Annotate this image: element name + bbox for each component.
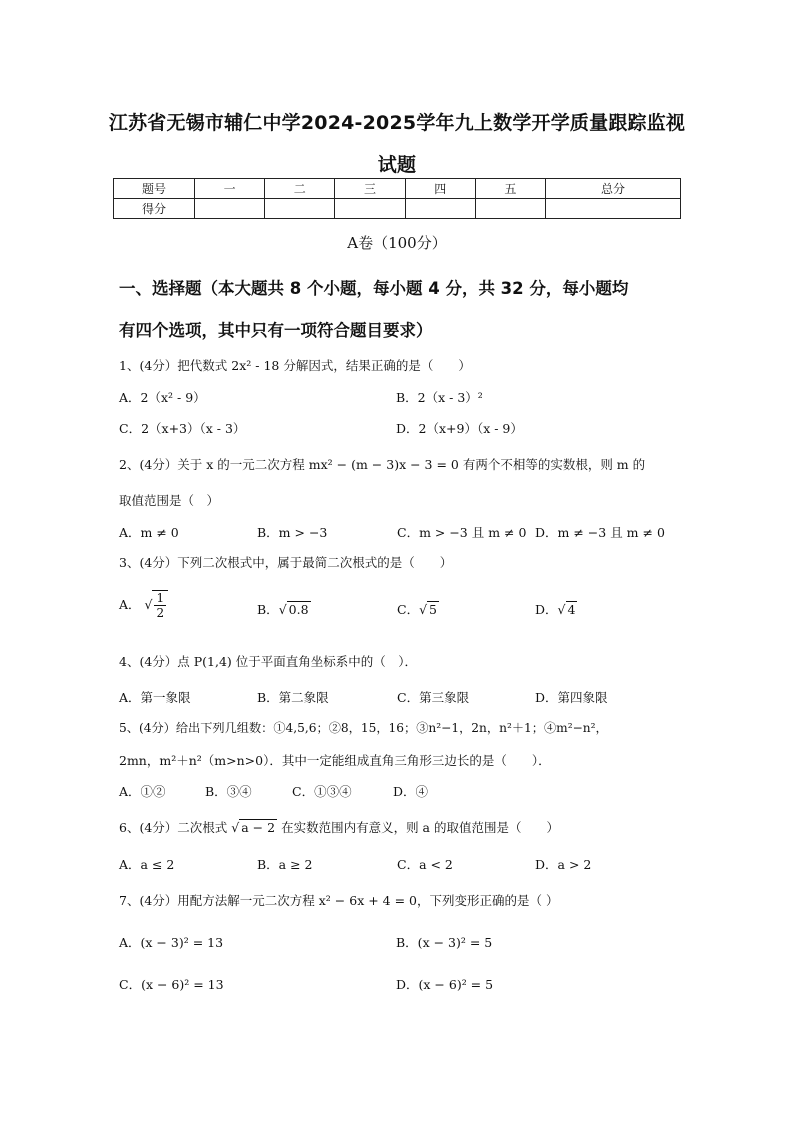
exam-title-line2: 试题	[377, 154, 417, 176]
score-table-header-row	[114, 179, 681, 199]
question-2-option-c[interactable]: C．m > −3 且 m ≠ 0	[397, 525, 527, 540]
volume-heading: A卷（100分）	[347, 234, 447, 252]
question-6-option-c[interactable]: C．a < 2	[397, 857, 453, 872]
question-7-option-b[interactable]: B．(x − 3)² = 5	[396, 935, 493, 950]
question-6-stem-pre: 6、(4分）二次根式	[119, 820, 228, 835]
question-5-option-b[interactable]: B．③④	[205, 784, 252, 799]
question-6-stem	[119, 818, 559, 836]
option-label: A．	[119, 597, 141, 612]
question-3-option-b[interactable]	[257, 600, 311, 618]
question-3-option-d[interactable]	[535, 600, 577, 618]
question-4-option-b[interactable]: B．第二象限	[257, 690, 329, 705]
sqrt-expression: √ 0.8	[278, 602, 309, 617]
score-cell: 五	[475, 179, 545, 199]
score-input-cell[interactable]	[546, 199, 681, 219]
radicand: 0.8	[288, 602, 309, 617]
question-7-stem: 7、(4分）用配方法解一元二次方程 x² − 6x + 4 = 0，下列变形正确的是（ ）	[119, 893, 559, 908]
option-label: C．	[397, 602, 420, 617]
sqrt-expression: √ 5	[419, 602, 437, 617]
radicand: a − 2	[241, 820, 276, 835]
score-input-cell[interactable]	[195, 199, 265, 219]
question-4-stem: 4、(4分）点 P(1,4) 位于平面直角坐标系中的（ ）．	[119, 654, 418, 669]
question-6-option-b[interactable]: B．a ≥ 2	[257, 857, 313, 872]
question-6-stem-post: 在实数范围内有意义，则 a 的取值范围是（ ）	[281, 820, 559, 835]
question-1-option-c[interactable]: C．2（x+3）（x - 3）	[119, 421, 246, 436]
question-6-option-a[interactable]: A．a ≤ 2	[119, 857, 175, 872]
question-2-option-b[interactable]: B．m > −3	[257, 525, 328, 540]
question-2-stem-cont: 取值范围是（ ）	[119, 493, 220, 508]
question-3-stem: 3、(4分）下列二次根式中，属于最简二次根式的是（ ）	[119, 555, 453, 570]
score-cell: 三	[335, 179, 405, 199]
sqrt-expression: √ 4	[557, 602, 576, 617]
question-5-stem-cont: 2mn，m²＋n²（m>n>0）．其中一定能组成直角三角形三边长的是（ ）．	[119, 753, 551, 768]
question-1-option-b[interactable]: B．2（x - 3）²	[396, 390, 483, 405]
question-3-option-c[interactable]	[397, 600, 439, 618]
score-cell: 题号	[114, 179, 195, 199]
sqrt-expression: √ a − 2	[231, 820, 276, 835]
score-cell: 得分	[114, 199, 195, 219]
question-2-stem: 2、(4分）关于 x 的一元二次方程 mx² − (m − 3)x − 3 = 0 有两个不相等的实数根，则 m 的	[119, 457, 646, 472]
question-1-stem: 1、(4分）把代数式 2x² - 18 分解因式，结果正确的是（ ）	[119, 358, 471, 373]
question-1-option-d[interactable]: D．2（x+9）（x - 9）	[396, 421, 523, 436]
fraction-denominator: 2	[156, 606, 165, 620]
score-cell: 四	[405, 179, 475, 199]
question-7-option-d[interactable]: D．(x − 6)² = 5	[396, 977, 494, 992]
question-7-option-c[interactable]: C．(x − 6)² = 13	[119, 977, 224, 992]
score-table-score-row	[114, 199, 681, 219]
question-6-option-d[interactable]: D．a > 2	[535, 857, 592, 872]
exam-title-line1: 江苏省无锡市辅仁中学2024-2025学年九上数学开学质量跟踪监视	[108, 112, 686, 134]
question-4-option-d[interactable]: D．第四象限	[535, 690, 608, 705]
radicand: 4	[567, 602, 576, 617]
question-5-stem: 5、(4分）给出下列几组数：①4,5,6；②8，15，16；③n²−1，2n，n²＋1；④m²−n²，	[119, 721, 608, 735]
score-cell: 总分	[546, 179, 681, 199]
section-heading-line2: 有四个选项，其中只有一项符合题目要求）	[119, 321, 433, 340]
question-1-option-a[interactable]: A．2（x² - 9）	[119, 390, 206, 405]
option-label: D．	[535, 602, 558, 617]
section-heading-line1: 一、选择题（本大题共 8 个小题，每小题 4 分，共 32 分，每小题均	[119, 279, 629, 298]
score-input-cell[interactable]	[475, 199, 545, 219]
question-5-option-d[interactable]: D．④	[393, 784, 429, 799]
score-cell: 一	[195, 179, 265, 199]
option-label: B．	[257, 602, 279, 617]
sqrt-expression: √ $\frac{1}{2}$	[145, 590, 169, 620]
score-table	[113, 178, 681, 219]
question-7-option-a[interactable]: A．(x − 3)² = 13	[119, 935, 224, 950]
fraction-numerator: 1	[156, 591, 165, 605]
question-2-option-d[interactable]: D．m ≠ −3 且 m ≠ 0	[535, 525, 665, 540]
score-input-cell[interactable]	[405, 199, 475, 219]
question-5-option-a[interactable]: A．①②	[119, 784, 166, 799]
score-input-cell[interactable]	[265, 199, 335, 219]
score-input-cell[interactable]	[335, 199, 405, 219]
question-4-option-c[interactable]: C．第三象限	[397, 690, 470, 705]
question-3-option-a[interactable]	[119, 590, 168, 620]
question-2-option-a[interactable]: A．m ≠ 0	[119, 525, 179, 540]
question-5-option-c[interactable]: C．①③④	[292, 784, 352, 799]
score-cell: 二	[265, 179, 335, 199]
radicand: 5	[429, 602, 437, 617]
question-4-option-a[interactable]: A．第一象限	[119, 690, 191, 705]
